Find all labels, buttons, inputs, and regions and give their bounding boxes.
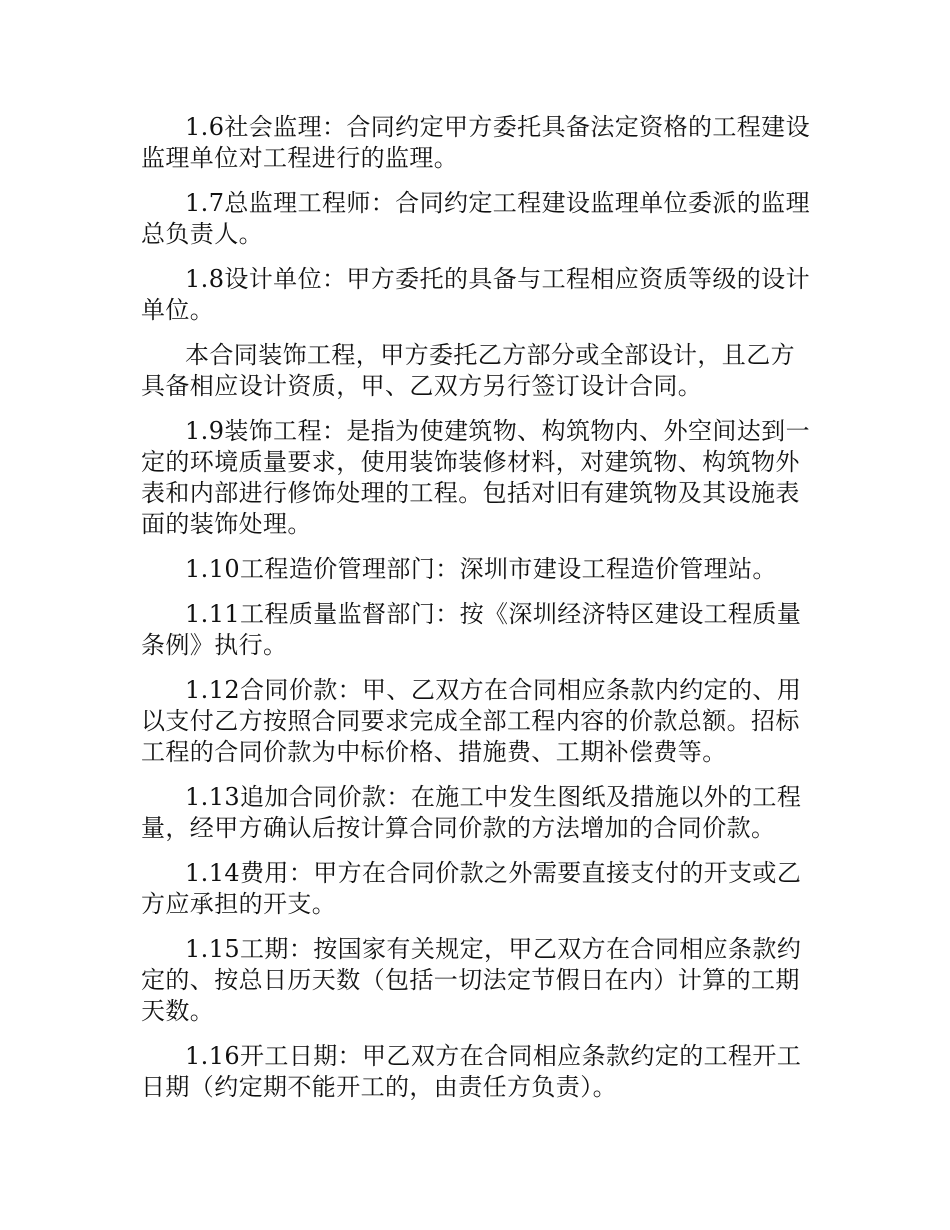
document-body — [141, 112, 813, 1117]
paragraph-1-6-social-supervision: 1.6社会监理：合同约定甲方委托具备法定资格的工程建设监理单位对工程进行的监理。 — [141, 113, 810, 172]
paragraph-1-14-expenses: 1.14费用：甲方在合同价款之外需要直接支付的开支或乙方应承担的开支。 — [141, 859, 802, 918]
paragraph-design-contract-note: 本合同装饰工程，甲方委托乙方部分或全部设计，且乙方具备相应设计资质，甲、乙双方另行签订设计合同。 — [141, 341, 795, 400]
paragraph-1-8-design-unit: 1.8设计单位：甲方委托的具备与工程相应资质等级的设计单位。 — [141, 265, 810, 324]
paragraph-1-7-chief-supervisor: 1.7总监理工程师：合同约定工程建设监理单位委派的监理总负责人。 — [141, 189, 810, 248]
paragraph-1-9-decoration-project: 1.9装饰工程：是指为使建筑物、构筑物内、外空间达到一定的环境质量要求，使用装饰装修材料，对建筑物、构筑物外表和内部进行修饰处理的工程。包括对旧有建筑物及其设施表面的装饰处理。 — [141, 417, 810, 538]
paragraph-1-13-additional-price: 1.13追加合同价款：在施工中发生图纸及措施以外的工程量，经甲方确认后按计算合同价款的方法增加的合同价款。 — [141, 783, 802, 842]
paragraph-1-11-quality-supervision: 1.11工程质量监督部门：按《深圳经济特区建设工程质量条例》执行。 — [141, 600, 802, 659]
paragraph-1-12-contract-price: 1.12合同价款：甲、乙双方在合同相应条款内约定的、用以支付乙方按照合同要求完成全部工程内容的价款总额。招标工程的合同价款为中标价格、措施费、工期补偿费等。 — [141, 676, 802, 766]
paragraph-1-10-cost-management: 1.10工程造价管理部门：深圳市建设工程造价管理站。 — [185, 555, 777, 583]
paragraph-1-16-start-date: 1.16开工日期：甲乙双方在合同相应条款约定的工程开工日期（约定期不能开工的，由责任方负责）。 — [141, 1042, 802, 1101]
paragraph-1-15-construction-period: 1.15工期：按国家有关规定，甲乙双方在合同相应条款约定的、按总日历天数（包括一切法定节假日在内）计算的工期天数。 — [141, 935, 802, 1025]
